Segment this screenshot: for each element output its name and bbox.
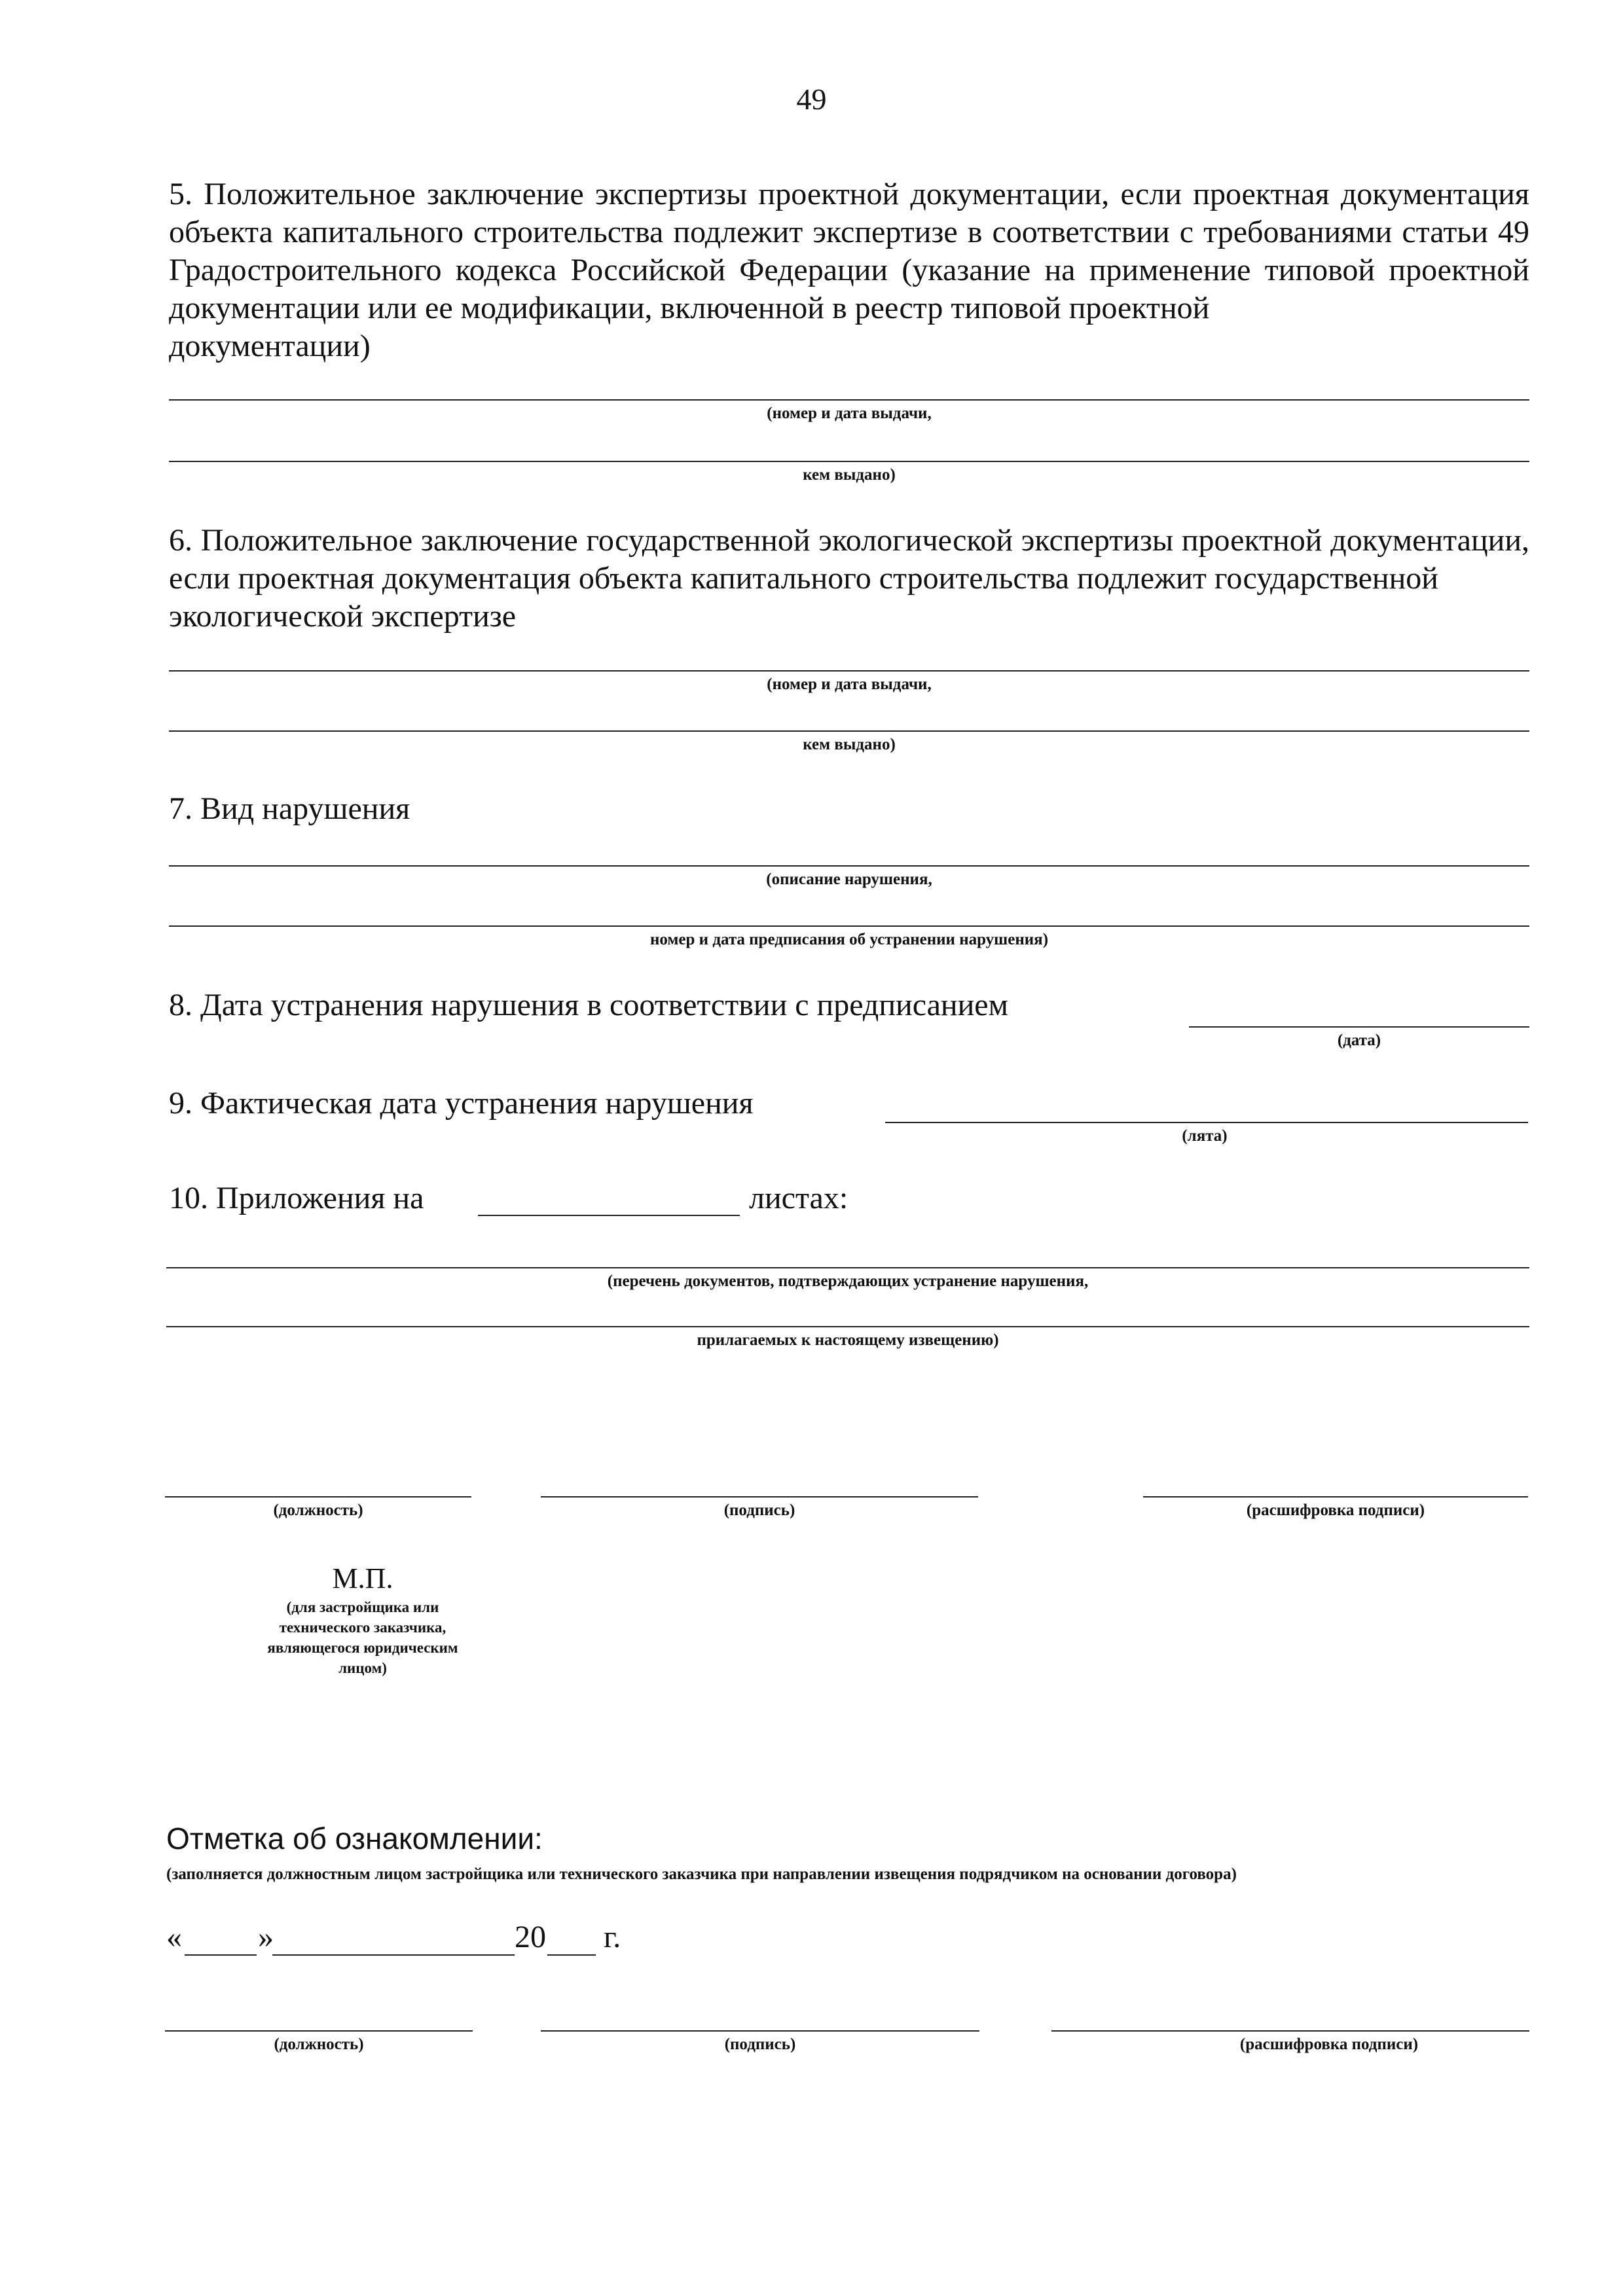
section-10-line-1[interactable] xyxy=(166,1267,1529,1268)
date-year-suffix: г. xyxy=(604,1920,621,1954)
section-10-line-2[interactable] xyxy=(166,1326,1529,1327)
section-6-caption-2: кем выдано) xyxy=(803,736,896,753)
section-9-title: 9. Фактическая дата устранения нарушения xyxy=(169,1086,754,1121)
section-10-sheets-line[interactable] xyxy=(478,1215,740,1216)
date-day-line[interactable] xyxy=(185,1954,257,1956)
signature-2-position-line[interactable] xyxy=(165,2030,473,2032)
section-5-caption-2: кем выдано) xyxy=(803,466,896,484)
signature-1-position-caption: (должность) xyxy=(273,1501,363,1519)
acknowledgement-note: (заполняется должностным лицом застройщика или технического заказчика при направлении извещения подрядчиком на основании договора) xyxy=(166,1865,1237,1883)
section-7-caption-2: номер и дата предписания об устранении нарушения) xyxy=(649,931,1049,948)
section-6-line-1[interactable] xyxy=(169,670,1529,672)
section-9-date-line[interactable] xyxy=(885,1122,1528,1123)
section-8-title: 8. Дата устранения нарушения в соответствии с предписанием xyxy=(169,988,1008,1022)
section-8-date-caption: (дата) xyxy=(1337,1031,1381,1049)
section-5-line-1[interactable] xyxy=(169,399,1529,401)
date-close-quote: » xyxy=(258,1920,274,1954)
section-5-text xyxy=(169,175,1529,365)
section-5-body-last: документации) xyxy=(169,329,371,363)
section-10-caption-1: (перечень документов, подтверждающих устранение нарушения, xyxy=(607,1272,1089,1290)
section-5-line-2[interactable] xyxy=(169,461,1529,462)
signature-1-decoding-caption: (расшифровка подписи) xyxy=(1246,1501,1425,1519)
section-9-date-caption: (лята) xyxy=(1182,1127,1228,1145)
date-year-prefix: 20 xyxy=(515,1920,546,1954)
section-6-body-last: экологической экспертизе xyxy=(169,599,517,634)
section-10-title: 10. Приложения на xyxy=(169,1181,424,1215)
date-year-line[interactable] xyxy=(547,1954,596,1956)
section-6-text xyxy=(169,522,1529,636)
signature-1-position-line[interactable] xyxy=(165,1496,471,1498)
signature-2-signature-caption: (подпись) xyxy=(724,2036,796,2053)
section-7-line-2[interactable] xyxy=(169,925,1529,927)
signature-1-signature-line[interactable] xyxy=(541,1496,978,1498)
section-6-body: 6. Положительное заключение государственной экологической экспертизы проектной документации, если проектная документация объекта капитального строительства подлежит государственной xyxy=(169,523,1529,596)
stamp-note-line: лицом) xyxy=(338,1660,387,1676)
stamp-note-line: (для застройщика или xyxy=(286,1599,439,1615)
stamp-note-line: являющегося юридическим xyxy=(267,1640,458,1656)
signature-1-decoding-line[interactable] xyxy=(1143,1496,1528,1498)
section-7-title: 7. Вид нарушения xyxy=(169,791,410,826)
signature-2-position-caption: (должность) xyxy=(274,2036,364,2053)
section-7-caption-1: (описание нарушения, xyxy=(766,870,932,888)
signature-2-decoding-line[interactable] xyxy=(1051,2030,1529,2032)
section-7-line-1[interactable] xyxy=(169,865,1529,867)
section-6-line-2[interactable] xyxy=(169,730,1529,732)
signature-2-signature-line[interactable] xyxy=(541,2030,979,2032)
date-open-quote: « xyxy=(166,1920,182,1954)
signature-2-decoding-caption: (расшифровка подписи) xyxy=(1239,2036,1419,2053)
stamp-note-line: технического заказчика, xyxy=(279,1619,447,1636)
section-5-body: 5. Положительное заключение экспертизы проектной документации, если проектная документация объекта капитального строительства подлежит экспертизе в соответствии с требованиями статьи 49 Градостроительного кодекса Российской Федерации (указание на применение типовой проектной документации или ее модификации, включенной в реестр типовой проектной xyxy=(169,177,1529,325)
section-5-caption-1: (номер и дата выдачи, xyxy=(767,404,932,422)
section-6-caption-1: (номер и дата выдачи, xyxy=(767,675,932,693)
acknowledgement-title: Отметка об ознакомлении: xyxy=(166,1821,543,1856)
page-number: 49 xyxy=(796,82,827,116)
signature-1-signature-caption: (подпись) xyxy=(723,1501,795,1519)
date-month-line[interactable] xyxy=(272,1954,515,1956)
section-10-caption-2: прилагаемых к настоящему извещению) xyxy=(697,1331,999,1349)
stamp-note xyxy=(238,1597,487,1678)
section-10-title-suffix: листах: xyxy=(749,1181,848,1215)
section-8-date-line[interactable] xyxy=(1189,1026,1529,1028)
stamp-label: М.П. xyxy=(332,1562,393,1594)
